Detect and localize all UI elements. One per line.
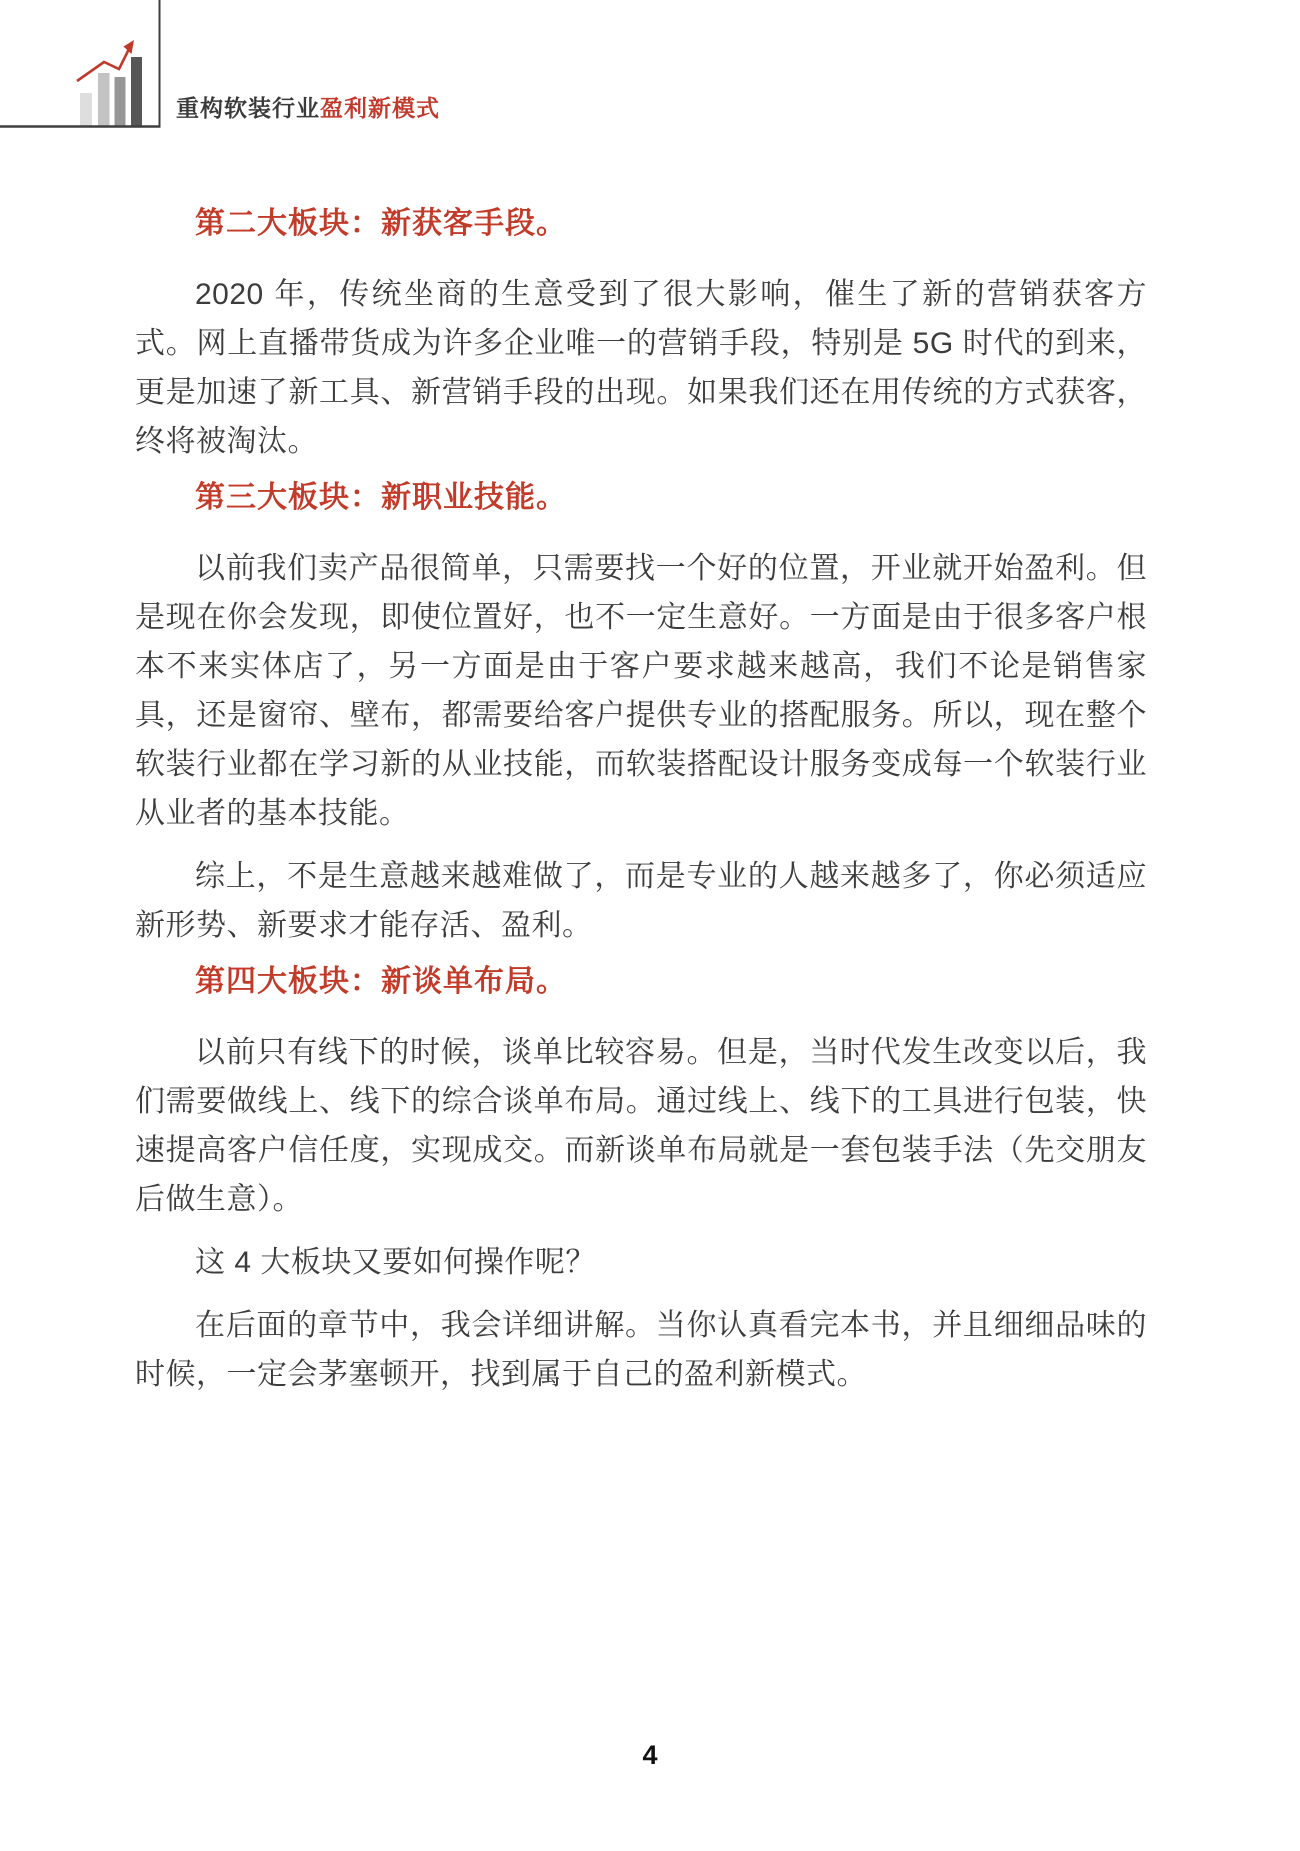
body-paragraph: 以前我们卖产品很简单，只需要找一个好的位置，开业就开始盈利。但是现在你会发现，即使位置好，也不一定生意好。一方面是由于很多客户根本不来实体店了，另一方面是由于客户要求越来越高，我们不论是销售家具，还是窗帘、壁布，都需要给客户提供专业的搭配服务。所以，现在整个软装行业都在学习新的从业技能，而软装搭配设计服务变成每一个软装行业从业者的基本技能。 — [135, 552, 1147, 830]
bar-chart-growth-logo-icon — [0, 0, 162, 129]
section-heading: 第四大板块：新谈单布局。 — [195, 965, 567, 998]
book-title-red-part: 盈利新模式 — [320, 95, 440, 121]
page-header — [0, 0, 1300, 130]
section-heading: 第二大板块：新获客手段。 — [195, 207, 567, 240]
page-number: 4 — [642, 1740, 658, 1770]
body-paragraph: 以前只有线下的时候，谈单比较容易。但是，当时代发生改变以后，我们需要做线上、线下的综合谈单布局。通过线上、线下的工具进行包装，快速提高客户信任度，实现成交。而新谈单布局就是一套包装手法（先交朋友后做生意）。 — [135, 1036, 1147, 1216]
book-title — [176, 90, 440, 123]
page-content — [135, 206, 1147, 1413]
section-heading: 第三大板块：新职业技能。 — [195, 481, 567, 514]
page-footer — [0, 1740, 1300, 1771]
body-paragraph: 这 4 大板块又要如何操作呢？ — [195, 1246, 596, 1279]
body-paragraph: 2020 年，传统坐商的生意受到了很大影响，催生了新的营销获客方式。网上直播带货成为许多企业唯一的营销手段，特别是 5G 时代的到来，更是加速了新工具、新营销手段的出现。如果我们还在用传统的方式获客，终将被淘汰。 — [135, 278, 1147, 458]
body-paragraph: 综上，不是生意越来越难做了，而是专业的人越来越多了，你必须适应新形势、新要求才能存活、盈利。 — [135, 860, 1147, 942]
body-paragraph: 在后面的章节中，我会详细讲解。当你认真看完本书，并且细细品味的时候，一定会茅塞顿开，找到属于自己的盈利新模式。 — [135, 1309, 1147, 1391]
book-title-dark-part: 重构软装行业 — [176, 95, 320, 121]
